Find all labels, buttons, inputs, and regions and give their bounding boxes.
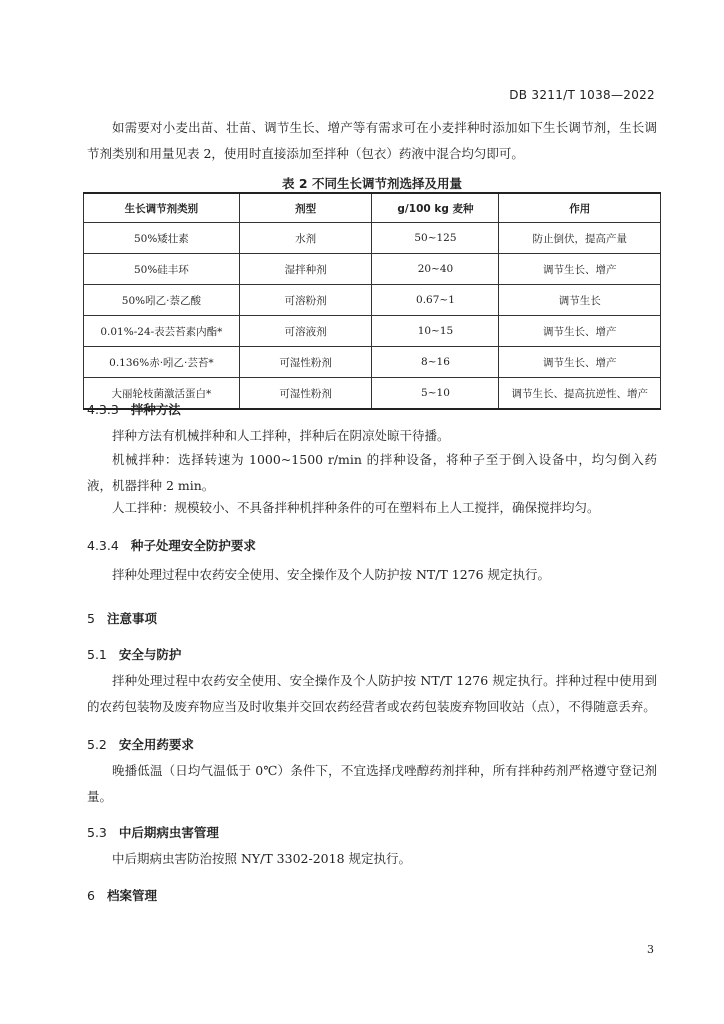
section-title: 注意事项 [106,611,157,626]
table-cell: 20~40 [372,254,499,285]
table-cell: 可溶粉剂 [239,285,372,316]
table-cell: 5~10 [372,378,499,410]
section-title: 种子处理安全防护要求 [130,538,256,553]
table-cell: 水剂 [239,223,372,254]
table-cell: 防止倒伏，提高产量 [499,223,661,254]
section-number: 6 [87,888,95,903]
section-heading-4-3-3 [87,400,181,420]
table-cell: 50%吲乙·萘乙酸 [84,285,240,316]
section-title: 中后期病虫害管理 [118,825,219,840]
section-number: 5.1 [87,647,107,662]
table-cell: 50%硅丰环 [84,254,240,285]
table-row [84,254,661,285]
section-number: 5.2 [87,737,107,752]
table-header-cell: g/100 kg 麦种 [372,193,499,223]
intro-paragraph: 如需要对小麦出苗、壮苗、调节生长、增产等有需求可在小麦拌种时添加如下生长调节剂，生长调节剂类别和用量见表 2，使用时直接添加至拌种（包衣）药液中混合均匀即可。 [87,120,657,161]
section-number: 4.3.3 [87,402,119,417]
section-heading-6 [87,886,157,906]
table-row [84,223,661,254]
section-title: 拌种方法 [130,402,181,417]
section-title: 档案管理 [106,888,157,903]
paragraph: 拌种处理过程中农药安全使用、安全操作及个人防护按 NT/T 1276 规定执行。 [112,567,551,582]
section-number: 4.3.4 [87,538,119,553]
table-cell: 8~16 [372,347,499,378]
table-cell: 0.01%-24-表芸苔素内酯* [84,316,240,347]
paragraph: 晚播低温（日均气温低于 0℃）条件下，不宜选择戊唑醇药剂拌种，所有拌种药剂严格遵守登记剂量。 [87,763,657,804]
table-caption: 表 2 不同生长调节剂选择及用量 [282,176,462,191]
section-heading-4-3-4 [87,536,256,556]
section-title: 安全用药要求 [118,737,194,752]
table-header-cell: 作用 [499,193,661,223]
regulator-table [83,192,661,410]
table-cell: 调节生长 [499,285,661,316]
paragraph: 拌种方法有机械拌种和人工拌种，拌种后在阴凉处晾干待播。 [112,428,450,443]
section-heading-5-2 [87,735,194,755]
paragraph: 机械拌种：选择转速为 1000~1500 r/min 的拌种设备，将种子至于倒入设备中，均匀倒入药液，机器拌种 2 min。 [87,452,657,493]
table-header-row [84,193,661,223]
table-cell: 湿拌种剂 [239,254,372,285]
table-cell: 调节生长、增产 [499,347,661,378]
table-header-cell: 生长调节剂类别 [84,193,240,223]
table-cell: 大丽轮枝菌激活蛋白* [84,378,240,410]
table-cell: 调节生长、增产 [499,316,661,347]
table-row [84,347,661,378]
table-cell: 可湿性粉剂 [239,378,372,410]
table-cell: 可湿性粉剂 [239,347,372,378]
paragraph: 人工拌种：规模较小、不具备拌种机拌种条件的可在塑料布上人工搅拌，确保搅拌均匀。 [112,500,600,515]
paragraph: 中后期病虫害防治按照 NY/T 3302-2018 规定执行。 [112,851,412,866]
section-number: 5 [87,611,95,626]
table-cell: 0.136%赤·吲乙·芸苔* [84,347,240,378]
table-cell: 调节生长、增产 [499,254,661,285]
table-cell: 50%矮壮素 [84,223,240,254]
table-cell: 调节生长、提高抗逆性、增产 [499,378,661,410]
section-number: 5.3 [87,825,107,840]
page-number: 3 [647,943,654,956]
running-header: DB 3211/T 1038—2022 [509,88,655,102]
table-cell: 10~15 [372,316,499,347]
table-cell: 50~125 [372,223,499,254]
section-heading-5-1 [87,645,181,665]
table-row [84,285,661,316]
section-heading-5 [87,609,157,629]
table-cell: 可溶液剂 [239,316,372,347]
table-row [84,316,661,347]
table-cell: 0.67~1 [372,285,499,316]
section-title: 安全与防护 [118,647,182,662]
paragraph: 拌种处理过程中农药安全使用、安全操作及个人防护按 NT/T 1276 规定执行。拌种过程中使用到的农药包装物及废弃物应当及时收集并交回农药经营者或农药包装废弃物回收站（点），不得随意丢弃。 [87,673,657,714]
table-header-cell: 剂型 [239,193,372,223]
section-heading-5-3 [87,823,219,843]
